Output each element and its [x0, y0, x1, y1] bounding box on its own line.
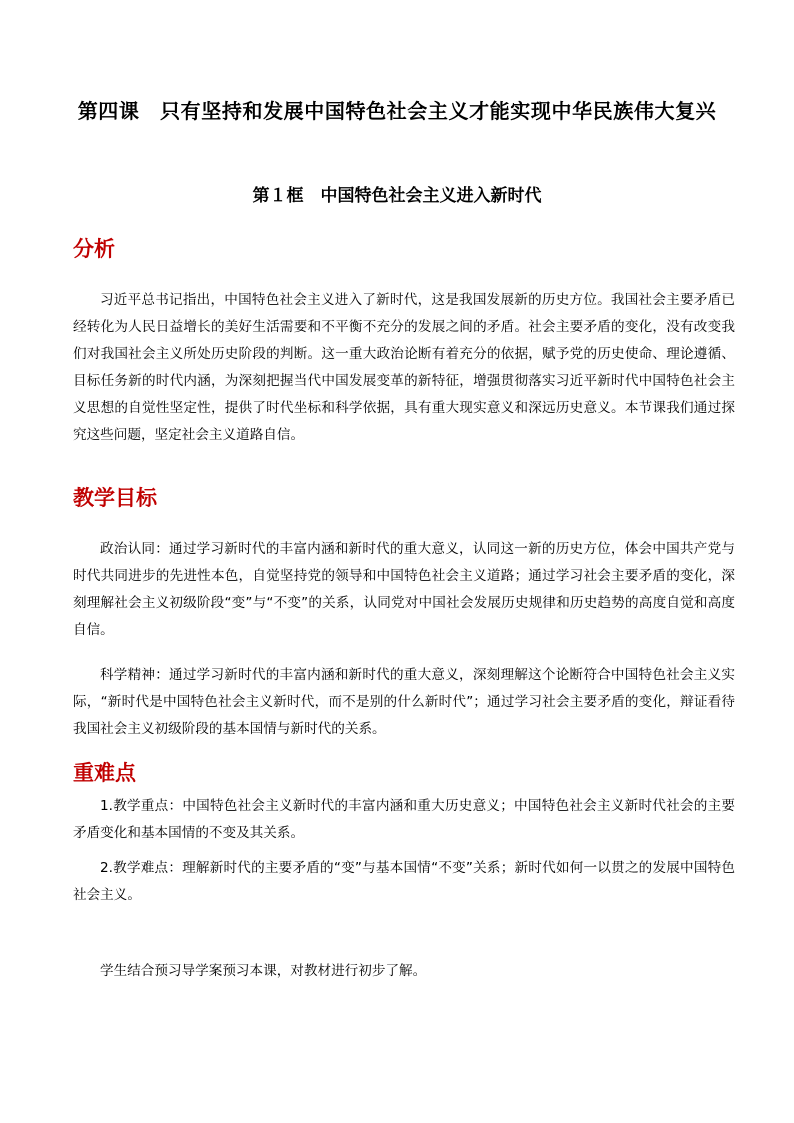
- lesson-title: 第四课 只有坚持和发展中国特色社会主义才能实现中华民族伟大复兴: [77, 99, 717, 123]
- analysis-paragraph: 习近平总书记指出，中国特色社会主义进入了新时代，这是我国发展新的历史方位。我国社会主要矛盾已经转化为人民日益增长的美好生活需要和不平衡不充分的发展之间的矛盾。社会主要矛盾的变化，没有改变我们对我国社会主义所处历史阶段的判断。这一重大政治论断有着充分的依据，赋予党的历史使命、理论遵循、目标任务新的时代内涵，为深刻把握当代中国发展变革的新特征，增强贯彻落实习近平新时代中国特色社会主义思想的自觉性坚定性，提供了时代坐标和科学依据，具有重大现实意义和深远历史意义。本节课我们通过探究这些问题，坚定社会主义道路自信。: [73, 292, 735, 443]
- frame-title: 第１框 中国特色社会主义进入新时代: [252, 186, 542, 206]
- key-points-heading: 重难点: [73, 760, 136, 785]
- goals-heading: 教学目标: [73, 485, 157, 510]
- key-point-focus: 1.教学重点：中国特色社会主义新时代的丰富内涵和重大历史意义；中国特色社会主义新时代社会的主要矛盾变化和基本国情的不变及其关系。: [73, 798, 735, 841]
- goals-paragraph-political: 政治认同：通过学习新时代的丰富内涵和新时代的重大意义，认同这一新的历史方位，体会中国共产党与时代共同进步的先进性本色，自觉坚持党的领导和中国特色社会主义道路；通过学习社会主要矛盾的变化，深刻理解社会主义初级阶段“变”与“不变”的关系，认同党对中国社会发展历史规律和历史趋势的高度自觉和高度自信。: [73, 541, 735, 638]
- analysis-heading: 分析: [73, 236, 115, 261]
- key-point-difficulty: 2.教学难点：理解新时代的主要矛盾的“变”与基本国情“不变”关系；新时代如何一以贯之的发展中国特色社会主义。: [73, 860, 735, 903]
- preview-paragraph: 学生结合预习导学案预习本课，对教材进行初步了解。: [100, 963, 427, 979]
- goals-paragraph-science: 科学精神：通过学习新时代的丰富内涵和新时代的重大意义，深刻理解这个论断符合中国特色社会主义实际，“新时代是中国特色社会主义新时代，而不是别的什么新时代”；通过学习社会主要矛盾的变化，辩证看待我国社会主义初级阶段的基本国情与新时代的关系。: [73, 667, 735, 737]
